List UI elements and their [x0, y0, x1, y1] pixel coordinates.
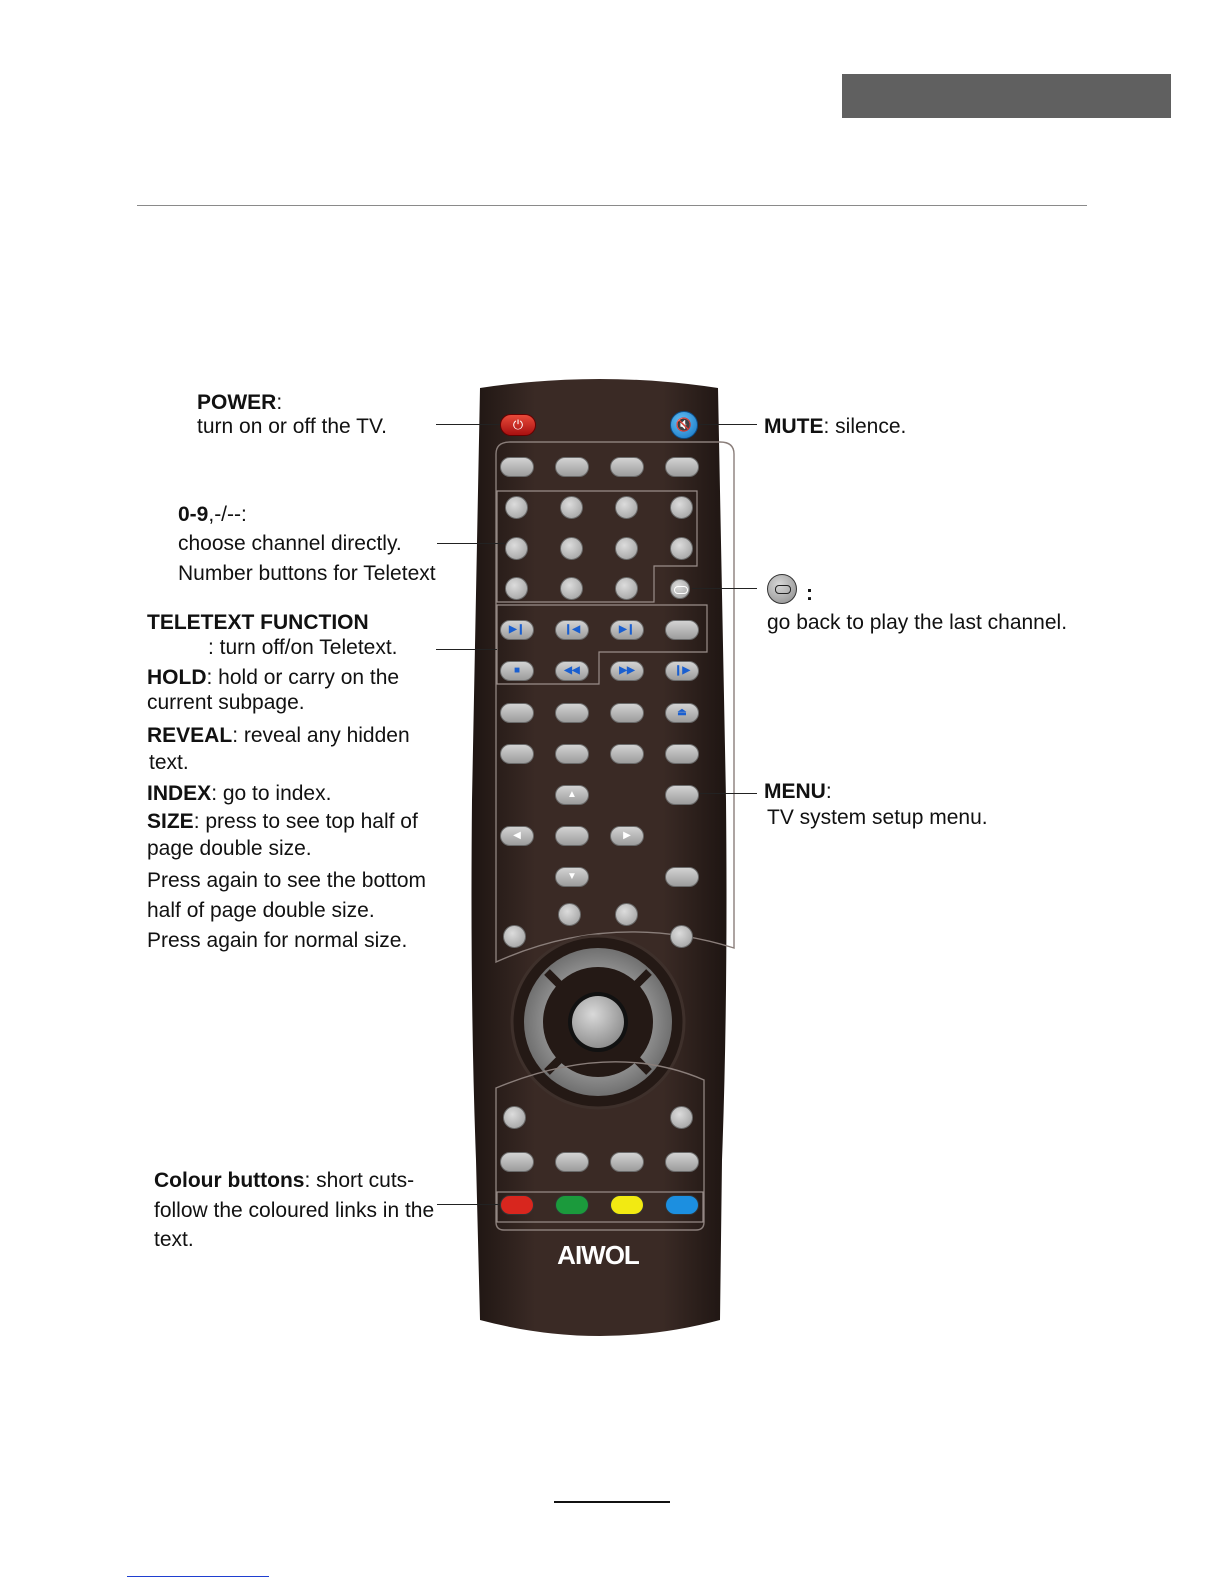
stop-icon: ■	[513, 665, 521, 676]
blue-button[interactable]	[665, 1195, 699, 1215]
green-button[interactable]	[555, 1195, 589, 1215]
footer-link-rule	[127, 1576, 269, 1577]
round-button[interactable]	[503, 925, 526, 948]
stop-button[interactable]	[500, 661, 534, 681]
mute-icon: 🔇	[675, 417, 693, 432]
center-button[interactable]	[555, 826, 589, 846]
down-button[interactable]	[555, 867, 589, 887]
colour-line-2: follow the coloured links in the	[154, 1199, 435, 1222]
numbers-line-2: Number buttons for Teletext	[178, 562, 436, 585]
power-label: POWER:	[197, 391, 283, 414]
number-button[interactable]	[560, 537, 583, 560]
size-line-3: Press again to see the bottom	[147, 869, 426, 892]
option-button-3[interactable]	[610, 744, 644, 764]
option-button-2[interactable]	[555, 744, 589, 764]
yellow-button[interactable]	[610, 1195, 644, 1215]
round-button[interactable]	[670, 1106, 693, 1129]
numbers-label: 0-9,-/--:	[178, 503, 247, 526]
number-button[interactable]	[615, 496, 638, 519]
brand-logo: AIWOL	[557, 1240, 639, 1270]
number-button[interactable]	[615, 577, 638, 600]
reveal-label: REVEAL: reveal any hidden	[147, 724, 410, 747]
number-button[interactable]	[560, 496, 583, 519]
number-button[interactable]	[615, 537, 638, 560]
index-button[interactable]	[610, 703, 644, 723]
hold-label: HOLD: hold or carry on the	[147, 666, 400, 689]
teletext-heading: TELETEXT FUNCTION	[147, 611, 369, 634]
arrow-up-icon: ▲	[567, 789, 577, 800]
arrow-right-icon: ▶	[623, 830, 631, 841]
left-button[interactable]	[500, 826, 534, 846]
fast-forward-icon: ▶▶	[619, 665, 635, 676]
power-icon: ⏻	[512, 417, 524, 432]
function-button-1[interactable]	[500, 457, 534, 477]
lower-button-3[interactable]	[610, 1152, 644, 1172]
next-icon: ▶❙	[618, 624, 636, 635]
step-icon: ❙▶	[673, 665, 691, 676]
recall-description: go back to play the last channel.	[767, 611, 1068, 634]
recall-button[interactable]	[670, 579, 690, 599]
number-button[interactable]	[670, 496, 693, 519]
teletext-leader	[436, 649, 497, 650]
lower-button-2[interactable]	[555, 1152, 589, 1172]
reveal-line-2: text.	[149, 751, 189, 774]
next-button[interactable]	[610, 620, 644, 640]
numbers-line-1: choose channel directly.	[178, 532, 402, 555]
eject-button[interactable]	[665, 703, 699, 723]
function-button-4[interactable]	[665, 457, 699, 477]
reveal-button[interactable]	[555, 703, 589, 723]
colour-label: Colour buttons: short cuts-	[154, 1169, 415, 1192]
function-button-2[interactable]	[555, 457, 589, 477]
number-button[interactable]	[560, 577, 583, 600]
mute-button[interactable]	[670, 411, 698, 439]
power-button[interactable]	[500, 414, 536, 436]
red-button[interactable]	[500, 1195, 534, 1215]
arrow-down-icon: ▼	[567, 871, 577, 882]
footer-rule	[554, 1501, 670, 1503]
recall-sep: :	[806, 582, 813, 605]
power-description: turn on or off the TV.	[197, 415, 387, 438]
mute-leader	[700, 424, 757, 425]
function-button-3[interactable]	[610, 457, 644, 477]
fast-forward-button[interactable]	[610, 661, 644, 681]
lower-button-1[interactable]	[500, 1152, 534, 1172]
right-button[interactable]	[610, 826, 644, 846]
size-line-2: page double size.	[147, 837, 312, 860]
menu-button[interactable]	[665, 785, 699, 805]
recall-leader	[692, 588, 757, 589]
play-pause-button[interactable]	[500, 620, 534, 640]
exit-button[interactable]	[665, 867, 699, 887]
number-button[interactable]	[670, 537, 693, 560]
number-button[interactable]	[505, 496, 528, 519]
colour-line-3: text.	[154, 1228, 194, 1251]
hold-button[interactable]	[500, 703, 534, 723]
prev-button[interactable]	[555, 620, 589, 640]
power-leader	[436, 424, 500, 425]
round-button[interactable]	[670, 925, 693, 948]
size-button[interactable]	[500, 744, 534, 764]
play-pause-icon: ▶❙	[508, 624, 526, 635]
numbers-leader	[437, 543, 505, 544]
rewind-button[interactable]	[555, 661, 589, 681]
colour-leader	[437, 1204, 500, 1205]
round-button[interactable]	[503, 1106, 526, 1129]
up-button[interactable]	[555, 785, 589, 805]
step-button[interactable]	[665, 661, 699, 681]
recall-icon	[767, 574, 797, 604]
prev-icon: ❙◀	[563, 624, 581, 635]
round-button[interactable]	[558, 903, 581, 926]
arrow-left-icon: ◀	[513, 830, 521, 841]
size-line-5: Press again for normal size.	[147, 929, 408, 952]
menu-leader	[700, 793, 757, 794]
eject-icon: ⏏	[677, 707, 687, 718]
size-line-4: half of page double size.	[147, 899, 375, 922]
number-button[interactable]	[505, 537, 528, 560]
teletext-description: : turn off/on Teletext.	[208, 636, 398, 659]
menu-description: TV system setup menu.	[767, 806, 988, 829]
lower-button-4[interactable]	[665, 1152, 699, 1172]
rewind-icon: ◀◀	[564, 665, 580, 676]
hold-line-2: current subpage.	[147, 691, 305, 714]
option-button-4[interactable]	[665, 744, 699, 764]
round-button[interactable]	[615, 903, 638, 926]
recall-icon	[674, 586, 688, 594]
teletext-button[interactable]	[665, 620, 699, 640]
size-label: SIZE: press to see top half of	[147, 810, 418, 833]
number-button[interactable]	[505, 577, 528, 600]
mute-label: MUTE: silence.	[764, 415, 907, 438]
index-label: INDEX: go to index.	[147, 782, 332, 805]
menu-label: MENU:	[764, 780, 832, 803]
